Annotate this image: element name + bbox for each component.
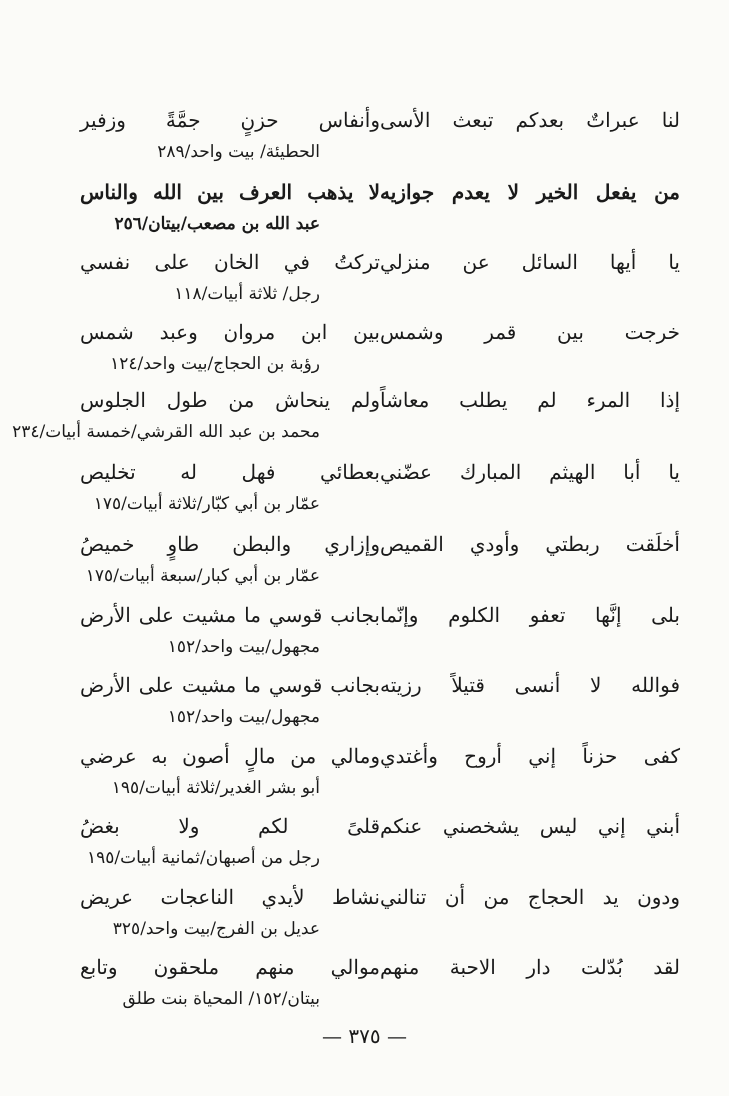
second-hemistich: بجانب قوسي ما مشيت على الأرض — [80, 673, 380, 697]
second-hemistich: وأنفاس حزنٍ جمَّةً وزفير — [80, 108, 380, 132]
verse-line — [60, 593, 680, 637]
page-number: — ٣٧٥ — — [322, 1024, 407, 1048]
source-reference: رجل/ ثلاثة أبيات/١١٨ — [174, 284, 320, 304]
source-reference: عديل بن الفرج/بيت واحد/٣٢٥ — [112, 919, 320, 939]
first-hemistich: ودون يد الحجاج من أن تنالني — [380, 885, 680, 909]
first-hemistich: فوالله لا أنسى قتيلاً رزيته — [380, 673, 680, 697]
verse-line — [60, 522, 680, 566]
second-hemistich: قلىً لكم ولا بغضُ — [80, 814, 380, 838]
verse-line — [60, 945, 680, 989]
first-hemistich: خرجت بين قمر وشمس — [380, 320, 680, 344]
source-reference: رجل من أصبهان/ثمانية أبيات/١٩٥ — [87, 848, 320, 868]
verse-entry — [12, 378, 680, 442]
verse-line — [60, 804, 680, 848]
verse-entry — [60, 98, 680, 162]
second-hemistich: بجانب قوسي ما مشيت على الأرض — [80, 603, 380, 627]
source-reference: مجهول/بيت واحد/١٥٢ — [167, 707, 320, 727]
second-hemistich: بعطائي فهل له تخليص — [80, 460, 380, 484]
source-reference: مجهول/بيت واحد/١٥٢ — [167, 637, 320, 657]
verse-line — [60, 378, 680, 422]
first-hemistich: أبني إني ليس يشخصني عنكم — [380, 814, 680, 838]
source-reference: عمّار بن أبي كبّار/ثلاثة أبيات/١٧٥ — [93, 494, 320, 514]
verse-entry — [60, 170, 680, 234]
second-hemistich: وإزاري والبطن طاوٍ خميصُ — [80, 532, 380, 556]
second-hemistich: نشاط لأيدي الناعجات عريض — [80, 885, 380, 909]
verse-entry — [60, 945, 680, 1009]
first-hemistich: يا أبا الهيثم المبارك عضّني — [380, 460, 680, 484]
second-hemistich: موالي منهم ملحقون وتابع — [80, 955, 380, 979]
verse-entry — [60, 734, 680, 798]
source-reference: بيتان/١٥٢/ المحياة بنت طلق — [122, 989, 320, 1009]
source-reference: الحطيئة/ بيت واحد/٢٨٩ — [157, 142, 320, 162]
second-hemistich: ولم ينحاش من طول الجلوس — [80, 388, 380, 412]
first-hemistich: من يفعل الخير لا يعدم جوازيه — [380, 180, 680, 204]
first-hemistich: لقد بُدّلت دار الاحبة منهم — [380, 955, 680, 979]
second-hemistich: لا يذهب العرف بين الله والناس — [80, 180, 380, 204]
verse-entry — [60, 804, 680, 868]
verse-line — [60, 663, 680, 707]
verse-line — [60, 98, 680, 142]
source-reference: رؤبة بن الحجاج/بيت واحد/١٢٤ — [110, 354, 320, 374]
verse-entry — [60, 663, 680, 727]
source-reference: عبد الله بن مصعب/بيتان/٢٥٦ — [114, 214, 320, 234]
verse-line — [60, 240, 680, 284]
second-hemistich: ومالي من مالٍ أصون به عرضي — [80, 744, 380, 768]
verse-line — [60, 450, 680, 494]
second-hemistich: بين ابن مروان وعبد شمس — [80, 320, 380, 344]
verse-entry — [60, 310, 680, 374]
first-hemistich: إذا المرء لم يطلب معاشاً — [380, 388, 680, 412]
verse-line — [60, 170, 680, 214]
verse-entry — [60, 593, 680, 657]
second-hemistich: تركتُ في الخان على نفسي — [80, 250, 380, 274]
source-reference: محمد بن عبد الله القرشي/خمسة أبيات/٢٣٤ — [12, 422, 320, 442]
verse-entry — [60, 875, 680, 939]
verse-line — [60, 875, 680, 919]
first-hemistich: كفى حزناً إني أروح وأغتدي — [380, 744, 680, 768]
verse-line — [60, 734, 680, 778]
first-hemistich: لنا عبراتٌ بعدكم تبعث الأسى — [380, 108, 680, 132]
source-reference: أبو بشر الغدير/ثلاثة أبيات/١٩٥ — [111, 778, 320, 798]
first-hemistich: بلى إنَّها تعفو الكلوم وإنّما — [380, 603, 680, 627]
verse-line — [60, 310, 680, 354]
first-hemistich: يا أيها السائل عن منزلي — [380, 250, 680, 274]
verse-entry — [60, 240, 680, 304]
source-reference: عمّار بن أبي كبار/سبعة أبيات/١٧٥ — [85, 566, 320, 586]
first-hemistich: أخلَقت ربطتي وأودي القميص — [380, 532, 680, 556]
verse-entry — [60, 450, 680, 514]
verse-entry — [60, 522, 680, 586]
